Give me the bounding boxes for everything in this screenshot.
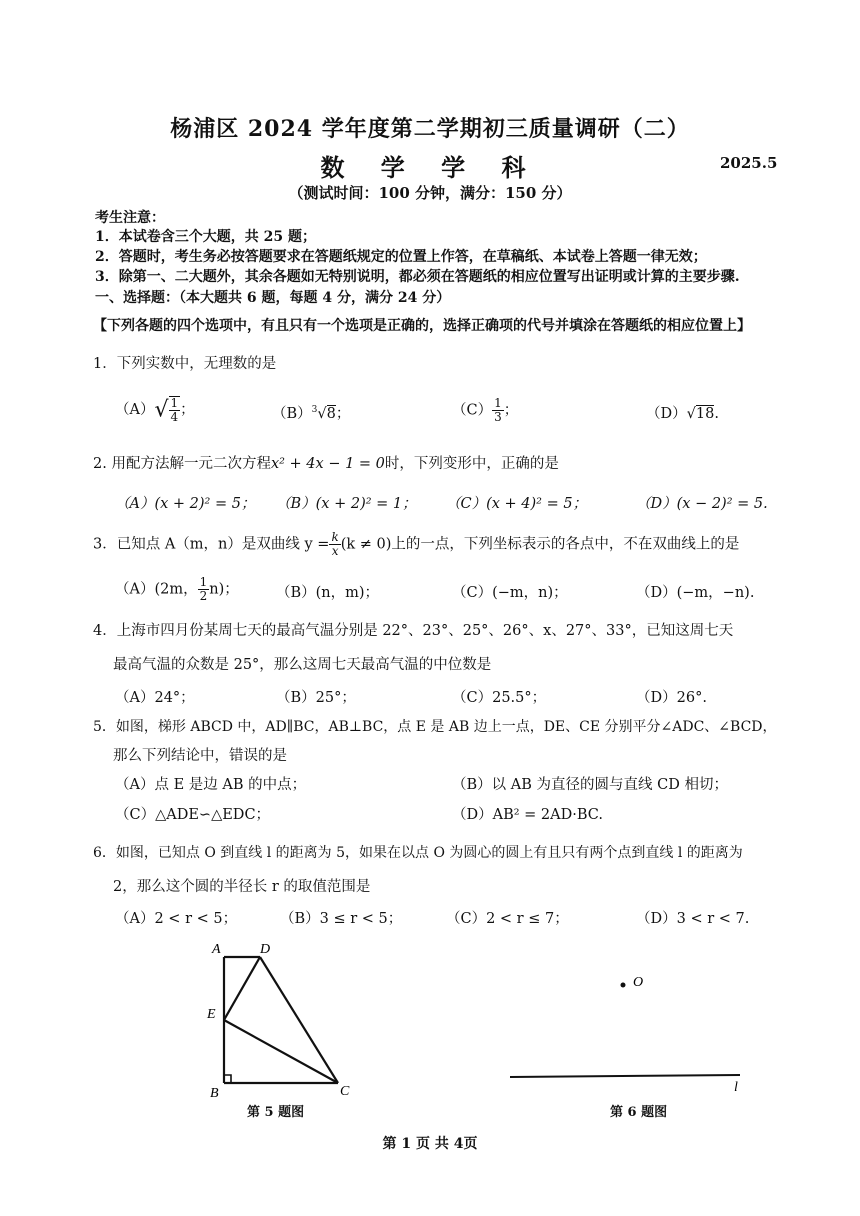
q5-line2: 那么下列结论中，错误的是 xyxy=(113,748,287,764)
label-d: D xyxy=(260,942,271,957)
q3-a-den: 2 xyxy=(199,589,208,603)
q2-option-c: （C）(x + 4)² = 5； xyxy=(446,496,588,512)
notice-heading: 考生注意： xyxy=(95,210,165,226)
label-l: l xyxy=(734,1080,738,1095)
q6-line1: 6．如图，已知点 O 到直线 l 的距离为 5，如果在以点 O 为圆心的圆上有且只有两个点到直线 l 的距离为 xyxy=(93,845,743,861)
subject-title: 数 学 学 科 xyxy=(320,153,540,182)
figure-5-diagram xyxy=(200,935,370,1110)
line-l xyxy=(510,1075,740,1077)
q1-c-den: 3 xyxy=(494,410,502,424)
q1-stem: 1．下列实数中，无理数的是 xyxy=(93,356,277,372)
q3-stem xyxy=(93,531,739,558)
q3-frac-den: x xyxy=(331,544,339,558)
q5-line1: 5．如图，梯形 ABCD 中，AD∥BC，AB⊥BC，点 E 是 AB 边上一点，DE、CE 分别平分∠ADC、∠BCD， xyxy=(93,719,777,735)
q4-line1: 4．上海市四月份某周七天的最高气温分别是 22°、23°、25°、26°、x、27°、33°，已知这周七天 xyxy=(93,623,734,639)
option-label: （C） xyxy=(452,402,493,419)
label-o: O xyxy=(633,975,644,990)
option-label: （B） xyxy=(272,406,312,422)
q3-frac-num: k xyxy=(331,530,339,544)
segment-ec xyxy=(224,1020,338,1083)
q1-b-rad: 8 xyxy=(326,406,336,422)
q3-option-b: （B）(n，m)； xyxy=(276,585,380,601)
figure-5-caption: 第 5 题图 xyxy=(247,1105,305,1120)
q5-option-c: （C）△ADE∽△EDC； xyxy=(115,807,271,823)
segment-dc xyxy=(260,957,338,1083)
q1-end: . xyxy=(714,406,719,422)
q3-option-a xyxy=(115,576,239,603)
q1-d-rad: 18 xyxy=(695,406,715,422)
q1-a-num: 1 xyxy=(170,396,179,410)
q3-a-num: 1 xyxy=(199,575,208,589)
q1-sep: ； xyxy=(335,406,351,422)
section-instruction: 【下列各题的四个选项中，有且只有一个选项是正确的，选择正确项的代号并填涂在答题纸的相应位置上】 xyxy=(93,318,751,334)
figure-6-caption: 第 6 题图 xyxy=(610,1105,668,1120)
section-title: 一、选择题：（本大题共 6 题，每题 4 分，满分 24 分） xyxy=(95,290,451,306)
option-label: （A） xyxy=(115,402,155,418)
label-e: E xyxy=(207,1007,216,1022)
q6-option-b: （B）3 ≤ r < 5； xyxy=(280,911,403,927)
notice-item: 3．除第一、二大题外，其余各题如无特别说明，都必须在答题纸的相应位置写出证明或计算的主要步骤. xyxy=(95,269,740,285)
label-c: C xyxy=(340,1084,350,1099)
q3-a-post: n)； xyxy=(209,581,239,598)
time-info: （测试时间：100 分钟，满分：150 分） xyxy=(288,184,572,202)
notice-item: 2．答题时，考生务必按答题要求在答题纸规定的位置上作答，在草稿纸、本试卷上答题一律无效； xyxy=(95,249,707,265)
q4-option-c: （C）25.5°； xyxy=(452,690,547,706)
label-a: A xyxy=(212,942,221,957)
q4-option-a: （A）24°； xyxy=(115,690,195,706)
q6-option-c: （C）2 < r ≤ 7； xyxy=(446,911,569,927)
q6-line2: 2，那么这个圆的半径长 r 的取值范围是 xyxy=(113,879,371,895)
q5-option-b: （B）以 AB 为直径的圆与直线 CD 相切； xyxy=(452,777,728,793)
q1-option-b: $(B)^3√8$； xyxy=(272,405,351,422)
q3-stem-pre: 3．已知点 A（m，n）是双曲线 y = xyxy=(93,536,330,553)
q2-option-d: （D）(x − 2)² = 5. xyxy=(636,496,768,512)
figure-6-diagram xyxy=(500,965,760,1095)
q6-option-d: （D）3 < r < 7. xyxy=(636,911,750,927)
q4-option-d: （D）26°. xyxy=(636,690,707,706)
q1-option-c xyxy=(452,397,518,424)
exam-date: 2025.5 xyxy=(720,154,778,172)
q3-option-d: （D）(−m，−n). xyxy=(636,585,755,601)
q2-stem xyxy=(93,452,559,473)
q1-sep: ； xyxy=(180,402,195,418)
q2-equation: x² + 4x − 1 = 0 xyxy=(270,456,385,472)
q2-stem-pre: 2. 用配方法解一元二次方程 xyxy=(93,456,271,472)
q6-option-a: （A）2 < r < 5； xyxy=(115,911,238,927)
q5-option-a: （A）点 E 是边 AB 的中点； xyxy=(115,777,307,793)
label-b: B xyxy=(210,1086,219,1101)
q4-line2: 最高气温的众数是 25°，那么这周七天最高气温的中位数是 xyxy=(113,657,492,673)
q1-a-den: 4 xyxy=(170,410,179,424)
q4-option-b: （B）25°； xyxy=(276,690,356,706)
notice-item: 1．本试卷含三个大题，共 25 题； xyxy=(95,229,316,245)
q2-stem-post: 时，下列变形中，正确的是 xyxy=(384,456,559,472)
q3-option-c: （C）(−m，n)； xyxy=(452,585,568,601)
q5-option-d: （D）AB² = 2AD·BC. xyxy=(452,807,603,823)
q3-stem-post: (k ≠ 0)上的一点，下列坐标表示的各点中，不在双曲线上的是 xyxy=(340,536,740,553)
q1-c-num: 1 xyxy=(494,396,502,410)
q1-b-index: 3 xyxy=(311,405,318,416)
q2-option-b: （B）(x + 2)² = 1； xyxy=(276,496,417,512)
q1-sep: ； xyxy=(503,402,519,419)
page-number: 第 1 页 共 4页 xyxy=(382,1136,478,1152)
exam-title: 杨浦区 2024 学年度第二学期初三质量调研（二） xyxy=(170,116,690,142)
q2-option-a: （A）(x + 2)² = 5； xyxy=(115,496,256,512)
option-label: （D） xyxy=(646,406,687,422)
q1-option-a: （A）√ $\frac{1}{4}$ ； xyxy=(115,396,195,424)
q1-option-d: （D）√18. xyxy=(646,406,719,422)
point-o xyxy=(621,983,626,988)
q3-a-pre: （A）(2m， xyxy=(115,581,198,598)
segment-de xyxy=(224,957,260,1020)
